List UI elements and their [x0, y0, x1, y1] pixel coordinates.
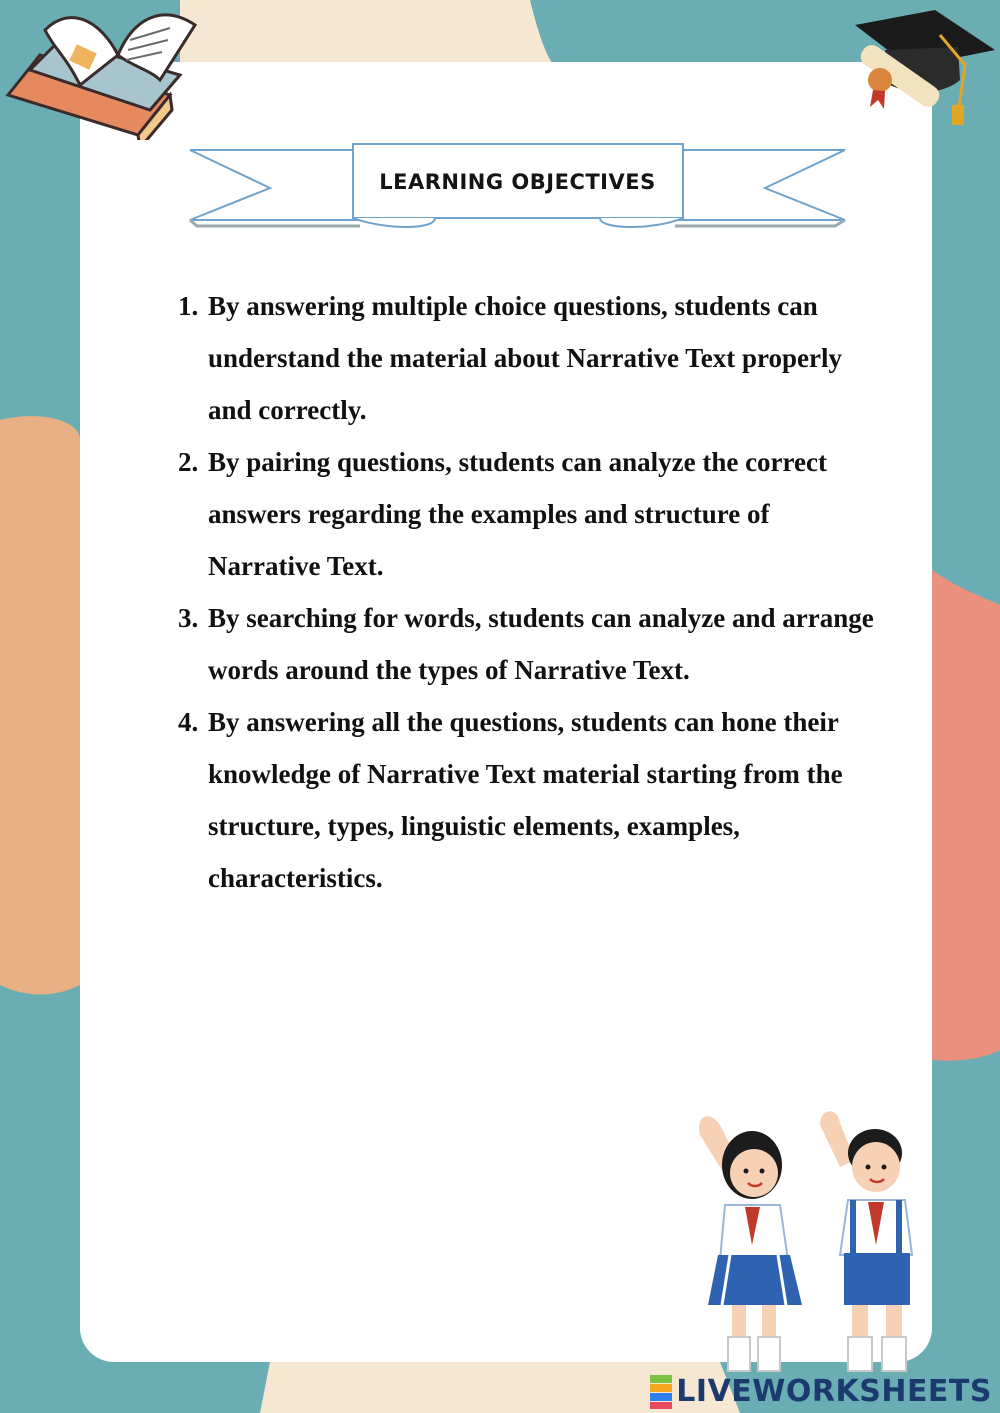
saluting-students-illustration: [680, 1105, 950, 1380]
objective-number: 2.: [178, 447, 199, 477]
objective-item: [140, 280, 880, 436]
open-book-stack-icon: [0, 0, 210, 140]
objective-text: By searching for words, students can analyze and arrange words around the types of Narrative Text.: [208, 603, 874, 685]
objective-number: 1.: [178, 291, 199, 321]
watermark-text: LIVEWORKSHEETS: [676, 1374, 992, 1409]
objective-item: [140, 436, 880, 592]
objective-number: 4.: [178, 707, 199, 737]
page-title: LEARNING OBJECTIVES: [379, 170, 656, 194]
objective-text: By pairing questions, students can analyze the correct answers regarding the examples and structure of Narrative Text.: [208, 447, 827, 581]
objective-item: [140, 696, 880, 904]
objectives-list: [140, 280, 880, 904]
objective-number: 3.: [178, 603, 199, 633]
objective-item: [140, 592, 880, 696]
graduation-cap-diploma-icon: [840, 5, 1000, 135]
liveworksheets-logo: [650, 1375, 672, 1409]
liveworksheets-watermark: [650, 1374, 992, 1409]
objective-text: By answering multiple choice questions, students can understand the material about Narrative Text properly and correctly.: [208, 291, 842, 425]
objective-text: By answering all the questions, students can hone their knowledge of Narrative Text material starting from the structure, types, linguistic elements, examples, characteristics.: [208, 707, 843, 893]
